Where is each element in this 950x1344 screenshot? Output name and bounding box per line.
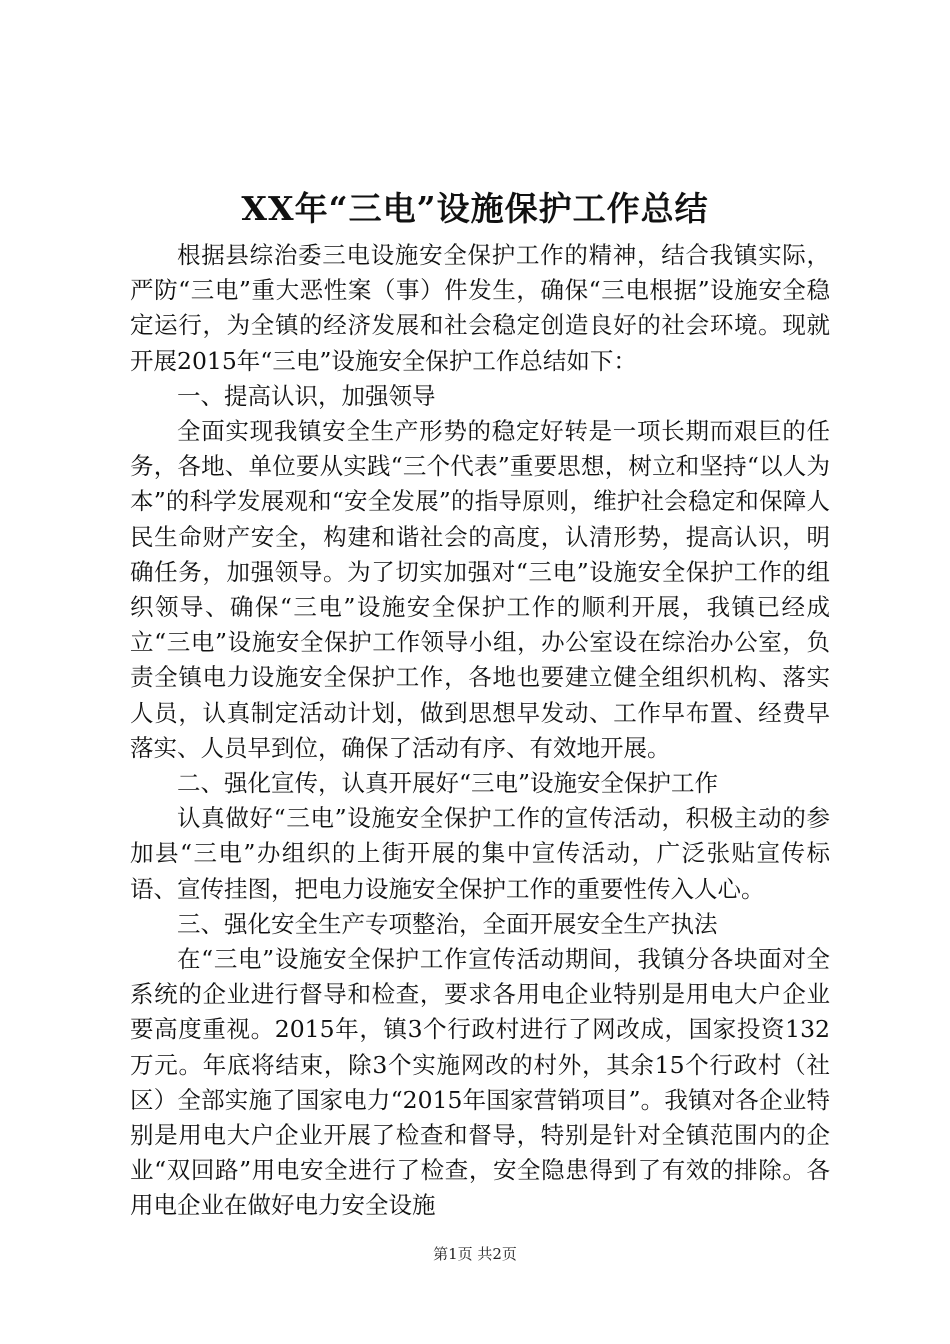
section-heading-2: 二、强化宣传，认真开展好“三电”设施安全保护工作 bbox=[177, 769, 719, 798]
document-title: XX年“三电”设施保护工作总结 bbox=[241, 189, 709, 228]
section-1-paragraph: 全面实现我镇安全生产形势的稳定好转是一项长期而艰巨的任务，各地、单位要从实践“三个代表”重要思想，树立和坚持“以人为本”的科学发展观和“安全发展”的指导原则，维护社会稳定和保障人民生命财产安全，构建和谐社会的高度，认清形势，提高认识，明确任务，加强领导。为了切实加强对“三电”设施安全保护工作的组织领导、确保“三电”设施安全保护工作的顺利开展，我镇已经成立“三电”设施安全保护工作领导小组，办公室设在综治办公室，负责全镇电力设施安全保护工作，各地也要建立健全组织机构、落实人员，认真制定活动计划，做到思想早发动、工作早布置、经费早落实、人员早到位，确保了活动有序、有效地开展。 bbox=[130, 417, 830, 762]
document-body bbox=[130, 238, 830, 1224]
section-heading-3: 三、强化安全生产专项整治，全面开展安全生产执法 bbox=[177, 909, 718, 938]
page-number-footer: 第1页 共2页 bbox=[433, 1245, 517, 1263]
intro-paragraph: 根据县综治委三电设施安全保护工作的精神，结合我镇实际，严防“三电”重大恶性案（事）件发生，确保“三电根据”设施安全稳定运行，为全镇的经济发展和社会稳定创造良好的社会环境。现就开展2015年“三电”设施安全保护工作总结如下： bbox=[130, 241, 830, 375]
section-3-paragraph: 在“三电”设施安全保护工作宣传活动期间，我镇分各块面对全系统的企业进行督导和检查，要求各用电企业特别是用电大户企业要高度重视。2015年，镇3个行政村进行了网改成，国家投资132万元。年底将结束，除3个实施网改的村外，其余15个行政村（社区）全部实施了国家电力“2015年国家营销项目”。我镇对各企业特别是用电大户企业开展了检查和督导，特别是针对全镇范围内的企业“双回路”用电安全进行了检查，安全隐患得到了有效的排除。各用电企业在做好电力安全设施 bbox=[130, 945, 830, 1220]
section-2-paragraph: 认真做好“三电”设施安全保护工作的宣传活动，积极主动的参加县“三电”办组织的上街开展的集中宣传活动，广泛张贴宣传标语、宣传挂图，把电力设施安全保护工作的重要性传入人心。 bbox=[130, 804, 830, 903]
section-heading-1: 一、提高认识，加强领导 bbox=[177, 381, 436, 410]
